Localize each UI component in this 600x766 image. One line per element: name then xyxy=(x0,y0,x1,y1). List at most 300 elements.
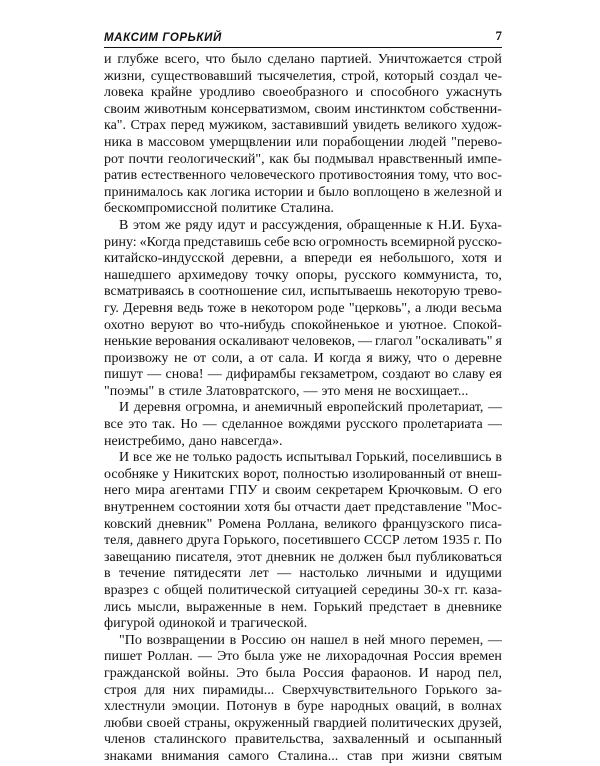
word: и xyxy=(262,483,270,499)
word: своим xyxy=(314,101,351,117)
word: гг. xyxy=(454,583,468,598)
word: русско- xyxy=(457,234,502,250)
word: точку xyxy=(255,267,289,283)
word: не xyxy=(173,350,188,366)
word: че- xyxy=(484,68,502,84)
word: Никитских xyxy=(173,466,240,482)
word: в xyxy=(229,632,237,648)
word: Горький, xyxy=(355,450,409,466)
word: — xyxy=(303,383,318,399)
word: о xyxy=(442,350,450,366)
word: правительства, xyxy=(234,732,324,748)
word: ситуацией xyxy=(295,583,357,598)
word: нравственный xyxy=(378,151,463,167)
word: фигурой xyxy=(104,616,155,632)
word: деревни, xyxy=(231,251,284,267)
word: истории xyxy=(254,184,304,200)
word: и xyxy=(355,85,364,101)
word: пятидесяти xyxy=(173,566,242,582)
word: захваленный xyxy=(332,732,409,748)
word: был xyxy=(387,549,412,565)
word: а xyxy=(414,300,422,316)
word: в xyxy=(187,284,195,300)
word: стиле xyxy=(168,383,202,399)
word: крайне xyxy=(150,85,193,101)
word: ея xyxy=(489,367,502,383)
word: Роллан. xyxy=(147,649,193,665)
word: впереди xyxy=(304,251,353,267)
word: рот xyxy=(104,151,124,167)
word: что xyxy=(453,168,474,184)
text-line xyxy=(104,716,502,733)
word: за- xyxy=(485,682,502,698)
text-line xyxy=(104,417,502,434)
word: секретарем xyxy=(316,483,384,499)
word: бы xyxy=(293,151,310,167)
word: и xyxy=(385,317,393,333)
word: Россия xyxy=(413,649,455,665)
word: соли, xyxy=(211,350,243,366)
text-line xyxy=(104,135,502,152)
word: в xyxy=(268,599,275,615)
word: И xyxy=(119,450,130,466)
word: в xyxy=(240,300,247,316)
word: тысячелетия, xyxy=(257,68,336,84)
word: всего, xyxy=(164,52,200,67)
word: возвращении xyxy=(146,632,225,648)
word: изолированный xyxy=(352,466,446,482)
word: публиковаться xyxy=(415,549,502,565)
word: Крючковым. xyxy=(388,483,464,499)
word: китайско-индусской xyxy=(104,251,225,267)
text-line xyxy=(104,251,502,268)
word: — xyxy=(357,334,372,350)
word: лет xyxy=(249,566,269,582)
word: летом xyxy=(403,533,439,549)
text-line xyxy=(104,467,502,484)
word: не xyxy=(307,649,321,665)
word: войны. xyxy=(187,665,229,681)
word: любви xyxy=(104,715,143,731)
word: оскаливают xyxy=(218,334,289,350)
word: все xyxy=(132,450,153,466)
word: все xyxy=(104,417,124,433)
word: весьма xyxy=(461,300,502,316)
word: Горького, xyxy=(223,533,280,549)
word: народных xyxy=(330,699,389,715)
word: и xyxy=(494,184,502,200)
word: испытывал xyxy=(286,450,352,466)
text-line xyxy=(104,649,502,666)
word: бескомпромиссной xyxy=(104,201,218,217)
word: пирамиды... xyxy=(202,682,275,698)
word: испытываешь xyxy=(310,284,393,300)
word: логика xyxy=(210,184,251,200)
word: в xyxy=(136,134,144,150)
word: создают xyxy=(382,367,431,383)
word: трагической. xyxy=(230,616,308,632)
word: русского xyxy=(346,417,398,433)
text-line xyxy=(104,69,502,86)
word: Россию xyxy=(240,632,287,648)
word: волнах xyxy=(460,699,502,715)
word: мира xyxy=(135,483,165,499)
text-line xyxy=(104,201,502,218)
word: этом xyxy=(132,217,161,233)
word: массовом xyxy=(148,134,205,150)
word: рассуждения, xyxy=(261,217,343,233)
word: строй, xyxy=(341,68,379,84)
word: великого xyxy=(324,516,377,532)
word: и xyxy=(429,566,438,582)
word: почти xyxy=(128,151,164,167)
word: славу xyxy=(452,367,485,383)
text-line xyxy=(104,434,502,451)
word: опоры, xyxy=(295,267,338,283)
word: Потонув xyxy=(226,699,278,715)
word: у xyxy=(162,466,170,482)
word: в xyxy=(104,566,111,582)
word: давнего xyxy=(136,533,183,549)
word: И xyxy=(313,350,324,366)
word: политических xyxy=(370,715,455,731)
word: сделано xyxy=(267,52,315,67)
word: и xyxy=(417,732,425,748)
word: ратив xyxy=(104,168,138,184)
word: пишут xyxy=(104,367,143,383)
word: своей xyxy=(146,715,181,731)
word: вижу, xyxy=(378,350,412,366)
text-line xyxy=(104,633,502,650)
word: общей xyxy=(164,583,203,598)
word: глагол xyxy=(374,334,413,350)
word: это xyxy=(321,383,341,399)
word: «Когда xyxy=(139,234,181,250)
paragraph xyxy=(104,52,502,218)
text-line xyxy=(104,517,502,534)
word: политической xyxy=(207,583,291,598)
word: пишет xyxy=(104,649,143,665)
word: и xyxy=(242,400,250,416)
word: заставивший xyxy=(271,118,349,134)
word: русского xyxy=(344,267,397,283)
word: 1935 xyxy=(441,533,470,549)
word: Сталина. xyxy=(280,201,334,217)
word: Это xyxy=(236,665,259,681)
word: знаками xyxy=(104,748,153,764)
word: личными xyxy=(366,566,422,582)
word: консерватизмом, xyxy=(210,101,311,117)
word: в xyxy=(447,699,455,715)
text-line xyxy=(104,616,502,633)
word: В xyxy=(119,217,129,233)
word: — xyxy=(487,417,502,433)
word: в xyxy=(433,599,441,615)
word: Страх xyxy=(130,118,167,134)
word: "поэмы" xyxy=(104,383,155,399)
word: жизни xyxy=(412,748,450,764)
word: к xyxy=(426,217,434,233)
word: отчасти xyxy=(294,500,341,516)
word: политике xyxy=(221,201,277,217)
word: СССР xyxy=(363,533,400,549)
word: самого xyxy=(228,748,269,764)
word: в xyxy=(495,450,502,466)
word: лись xyxy=(104,599,132,615)
word: агентами xyxy=(169,483,225,499)
word: геологический", xyxy=(167,151,265,167)
word: глубже xyxy=(117,52,159,67)
word: И xyxy=(418,665,429,681)
text-line xyxy=(104,533,502,550)
word: было xyxy=(231,52,262,67)
word: поселившись xyxy=(412,450,492,466)
word: писа- xyxy=(469,516,502,532)
text-line xyxy=(104,450,502,467)
text-line xyxy=(104,500,502,517)
word: всматриваясь xyxy=(104,284,184,300)
text-line xyxy=(104,566,502,583)
word: французского xyxy=(382,516,464,532)
word: О xyxy=(468,483,479,499)
word: в xyxy=(283,699,291,715)
word: "перево- xyxy=(451,134,502,150)
word: внимания xyxy=(161,748,220,764)
word: ея xyxy=(359,251,373,267)
word: уродливо xyxy=(199,85,256,101)
word: Спокой- xyxy=(452,317,502,333)
word: г. xyxy=(473,533,482,549)
word: он xyxy=(290,632,306,648)
word: не xyxy=(320,549,335,565)
word: особняке xyxy=(104,466,159,482)
word: создал xyxy=(439,68,479,84)
word: одинокой xyxy=(158,616,216,632)
word: уютное. xyxy=(399,317,447,333)
word: некоторую xyxy=(396,284,461,300)
word: в xyxy=(423,184,430,200)
word: осыпанный xyxy=(433,732,502,748)
word: настолько xyxy=(299,566,359,582)
word: Роллана, xyxy=(266,516,319,532)
text-line xyxy=(104,666,502,683)
word: его xyxy=(483,483,502,499)
word: и xyxy=(219,616,227,632)
word: во xyxy=(199,317,214,333)
text-line xyxy=(104,351,502,368)
word: 30-х xyxy=(423,583,450,598)
word: дневнике xyxy=(446,599,502,615)
word: ведь xyxy=(177,300,204,316)
word: всю xyxy=(292,234,316,250)
running-header xyxy=(104,24,502,44)
word: же xyxy=(155,450,172,466)
word: сделанное xyxy=(221,417,283,433)
word: то, xyxy=(485,267,502,283)
word: архимедову xyxy=(178,267,249,283)
word: народ xyxy=(436,665,471,681)
word: строя xyxy=(104,682,137,698)
text-line xyxy=(104,218,502,235)
text-line xyxy=(104,284,502,301)
text-line xyxy=(104,600,502,617)
word: хотя xyxy=(244,500,270,516)
word: радость xyxy=(235,450,283,466)
word: а xyxy=(290,251,297,267)
word: от xyxy=(260,350,274,366)
word: европейский xyxy=(326,400,403,416)
word: своеобразного xyxy=(262,85,349,101)
word: животным xyxy=(144,101,207,117)
word: бы xyxy=(274,500,291,516)
word: огромность xyxy=(318,234,388,250)
word: гвардией xyxy=(313,715,367,731)
word: ней xyxy=(363,632,386,648)
word: друга xyxy=(186,533,220,549)
body-text xyxy=(104,52,502,766)
word: охотно xyxy=(104,317,145,333)
word: всемирной xyxy=(390,234,456,250)
text-line xyxy=(104,583,502,600)
word: Горький xyxy=(313,599,363,615)
word: великого xyxy=(404,118,457,134)
word: ка". xyxy=(104,118,127,134)
word: мысли, xyxy=(137,599,180,615)
word: дано xyxy=(188,433,217,449)
word: была xyxy=(265,665,296,681)
word: Златовратского, xyxy=(205,383,300,399)
word: человеков, xyxy=(291,334,355,350)
text-line xyxy=(104,683,502,700)
word: принималось xyxy=(104,184,184,200)
word: когда xyxy=(329,350,361,366)
word: партией. xyxy=(320,52,372,67)
word: Уничтожается xyxy=(377,52,463,67)
text-line xyxy=(104,85,502,102)
word: гражданской xyxy=(104,665,181,681)
word: от xyxy=(449,466,463,482)
text-line xyxy=(104,318,502,335)
word: не xyxy=(377,383,392,399)
word: уже xyxy=(279,649,302,665)
word: рину: xyxy=(104,234,137,250)
word: анемичный xyxy=(254,400,323,416)
word: своим xyxy=(104,101,141,117)
word: Деревня xyxy=(123,300,173,316)
word: завещанию xyxy=(104,549,171,565)
word: перед xyxy=(170,118,205,134)
word: худож- xyxy=(461,118,502,134)
word: человеческого xyxy=(230,168,315,184)
word: — xyxy=(147,367,162,383)
text-line xyxy=(104,334,502,351)
word: пел, xyxy=(477,665,502,681)
word: страны, xyxy=(184,715,231,731)
word: ГПУ xyxy=(229,483,258,499)
word: окруженный xyxy=(234,715,310,731)
word: ника xyxy=(104,134,132,150)
word: некотором xyxy=(251,300,314,316)
paragraph xyxy=(104,400,502,450)
word: фараонов. xyxy=(351,665,412,681)
word: люди xyxy=(425,300,457,316)
word: — xyxy=(207,367,222,383)
word: писателя, xyxy=(175,549,233,565)
word: Россия xyxy=(302,665,344,681)
word: не xyxy=(175,450,190,466)
word: строй xyxy=(467,52,502,67)
word: каза- xyxy=(472,583,502,598)
header-author: МАКСИМ ГОРЬКИЙ xyxy=(104,32,222,44)
word: эмоции. xyxy=(171,699,220,715)
word: трево- xyxy=(464,284,502,300)
word: — xyxy=(487,632,502,648)
word: собственни- xyxy=(429,101,502,117)
word: хлестнули xyxy=(104,699,166,715)
word: — xyxy=(277,566,292,582)
word: середины xyxy=(361,583,419,598)
word: увидеть xyxy=(352,118,400,134)
word: восхищает... xyxy=(395,383,469,399)
word: как xyxy=(269,151,289,167)
paragraph xyxy=(104,218,502,401)
text-line xyxy=(104,550,502,567)
word: что xyxy=(416,350,437,366)
word: Сверхчувствительного xyxy=(282,682,418,698)
word: воплощено xyxy=(352,184,420,200)
word: импе- xyxy=(467,151,502,167)
word: нашел xyxy=(310,632,348,648)
word: Это xyxy=(217,649,240,665)
text-line xyxy=(104,152,502,169)
word: Н.И. xyxy=(437,217,465,233)
word: так. xyxy=(152,417,176,433)
word: мужиком, xyxy=(208,118,267,134)
word: нашедшего xyxy=(104,267,172,283)
word: гу. xyxy=(104,300,119,316)
word: — xyxy=(487,400,502,416)
word: ненькие xyxy=(104,334,153,350)
word: роде xyxy=(317,300,345,316)
word: дневник" xyxy=(157,516,213,532)
text-line xyxy=(104,384,502,401)
word: дневник xyxy=(266,549,316,565)
word: во xyxy=(434,367,449,383)
word: гекзаметром, xyxy=(300,367,378,383)
word: подмывал xyxy=(314,151,374,167)
word: от xyxy=(193,350,207,366)
word: себе xyxy=(264,234,290,250)
word: с xyxy=(153,583,160,598)
text-line xyxy=(104,301,502,318)
word: него xyxy=(104,483,131,499)
word: членов xyxy=(104,732,146,748)
word: представление xyxy=(374,500,462,516)
word: буре xyxy=(297,699,324,715)
word: пролетариат, xyxy=(407,400,484,416)
header-rule xyxy=(104,47,502,48)
word: посетившего xyxy=(283,533,361,549)
text-line xyxy=(104,732,502,749)
word: вождями xyxy=(288,417,341,433)
text-line xyxy=(104,749,502,766)
page-number: 7 xyxy=(495,28,502,43)
word: как xyxy=(186,184,207,200)
word: была xyxy=(244,649,275,665)
word: порабощении xyxy=(322,134,404,150)
word: соотношение xyxy=(198,284,278,300)
word: навсегда». xyxy=(220,433,283,449)
